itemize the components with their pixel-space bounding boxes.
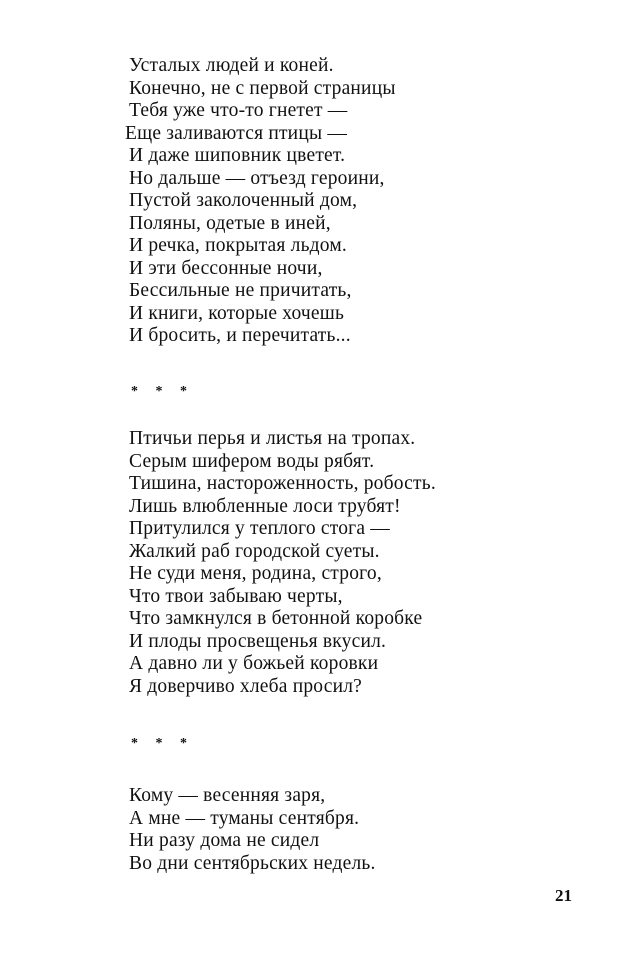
poem-line: А давно ли у божьей коровки [129, 653, 379, 674]
poem-line: Пустой заколоченный дом, [129, 190, 358, 211]
asterism-separator: * * * [131, 384, 194, 399]
poem-line: Но дальше — отъезд героини, [129, 167, 385, 189]
poem-line: Бессильные не причитать, [129, 280, 352, 301]
poem-line: Птичьи перья и листья на тропах. [129, 428, 416, 449]
poem-line: И эти бессонные ночи, [129, 257, 323, 279]
poem-line: Тебя уже что-то гнетет — [129, 100, 348, 121]
poem-stanza-1 [125, 55, 396, 348]
poem-line: Серым шифером воды рябят. [129, 450, 375, 472]
poem-line: Лишь влюбленные лоси трубят! [129, 495, 401, 517]
poem-line: Ни разу дома не сидел [129, 830, 320, 851]
poem-line: Тишина, настороженность, робость. [129, 473, 436, 494]
poem-line: Притулился у теплого стога — [129, 518, 390, 539]
poem-line: Я доверчиво хлеба просил? [129, 675, 362, 697]
poem-line: И книги, которые хочешь [129, 302, 345, 324]
poem-line: А мне — туманы сентября. [129, 807, 360, 829]
poem-line: Во дни сентябрьских недель. [129, 852, 376, 874]
poem-line: И плоды просвещенья вкусил. [129, 630, 387, 652]
poem-line: Поляны, одетые в иней, [129, 212, 331, 234]
poem-line: Конечно, не с первой страницы [129, 77, 396, 99]
poem-line: И даже шиповник цветет. [129, 145, 346, 166]
poem-line: Еще заливаются птицы — [125, 122, 348, 144]
poem-line: Что замкнулся в бетонной коробке [129, 608, 423, 629]
poem-line: Что твои забываю черты, [129, 585, 343, 607]
poem-line: И речка, покрытая льдом. [129, 235, 347, 256]
poem-line: Кому — весенняя заря, [129, 785, 326, 806]
poem-line: И бросить, и перечитать... [129, 325, 351, 346]
poem-line: Усталых людей и коней. [129, 55, 334, 76]
poem-line: Не суди меня, родина, строго, [129, 563, 382, 584]
poem-line: Жалкий раб городской суеты. [129, 540, 380, 562]
asterism-separator: * * * [131, 736, 194, 751]
poem-stanza-2 [129, 428, 436, 698]
poem-stanza-3 [129, 785, 376, 875]
page-number: 21 [555, 886, 572, 905]
